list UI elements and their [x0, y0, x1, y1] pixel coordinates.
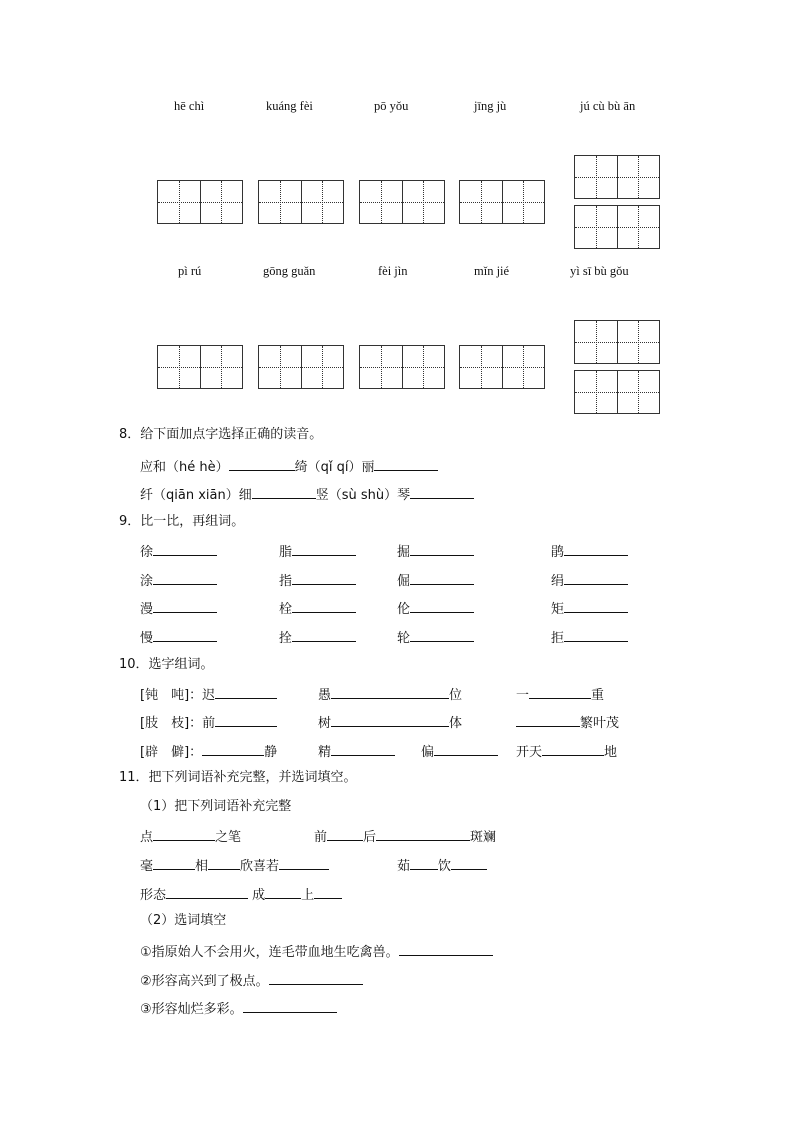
q9-item: 鹃	[551, 541, 628, 562]
answer-blank[interactable]	[410, 541, 474, 556]
answer-blank[interactable]	[269, 970, 363, 985]
q9-item: 绢	[551, 570, 628, 591]
q9-item: 漫	[140, 598, 217, 619]
pinyin-min-jie: mǐn jié	[474, 264, 510, 278]
q11-title: 11．把下列词语补充完整，并选词填空。	[119, 770, 357, 785]
q9-item: 指	[279, 570, 356, 591]
q11-subtitle-2: （2）选词填空	[140, 913, 227, 928]
answer-blank[interactable]	[314, 884, 342, 899]
answer-blank[interactable]	[202, 741, 264, 756]
q10-row-3-c: 偏	[421, 741, 498, 762]
q10-row-2: [肢 枝]：前	[140, 712, 277, 733]
answer-blank[interactable]	[292, 598, 356, 613]
q9-item: 轮	[397, 627, 474, 648]
q8-row-2	[140, 484, 474, 505]
pinyin-jing-ju: jīng jù	[474, 99, 507, 113]
pinyin-gong-guan: gōng guǎn	[263, 264, 316, 278]
answer-blank[interactable]	[410, 570, 474, 585]
q10-row-3-b: 精	[318, 741, 395, 762]
q9-item: 掘	[397, 541, 474, 562]
idiom-ru-yin: 茹 饮	[397, 855, 487, 876]
answer-blank[interactable]	[215, 684, 277, 699]
fill-item-2: ②形容高兴到了极点。	[140, 970, 363, 991]
pinyin-po-you: pō yǒu	[374, 99, 409, 113]
q9-item: 矩	[551, 598, 628, 619]
q10-row-1: [钝 吨]：迟	[140, 684, 277, 705]
answer-blank[interactable]	[516, 712, 580, 727]
fill-item-1: ①指原始人不会用火，连毛带血地生吃禽兽。	[140, 941, 493, 962]
answer-blank[interactable]	[166, 884, 248, 899]
writing-box[interactable]	[157, 180, 243, 224]
answer-blank[interactable]	[153, 541, 217, 556]
q8-item: 绮（qǐ qí）丽	[294, 460, 375, 475]
writing-box[interactable]	[459, 345, 545, 389]
answer-blank[interactable]	[376, 826, 470, 841]
answer-blank[interactable]	[434, 741, 498, 756]
writing-box[interactable]	[574, 205, 660, 249]
answer-blank[interactable]	[229, 456, 295, 471]
pinyin-ju-cu-bu-an: jú cù bù ān	[580, 99, 636, 113]
answer-blank[interactable]	[265, 884, 301, 899]
answer-blank[interactable]	[564, 541, 628, 556]
q10-row-1-b: 愚 位	[318, 684, 462, 705]
q9-title: 9．比一比，再组词。	[119, 514, 245, 529]
writing-box[interactable]	[459, 180, 545, 224]
writing-box[interactable]	[157, 345, 243, 389]
pinyin-fei-jin: fèi jìn	[378, 264, 408, 278]
answer-blank[interactable]	[243, 998, 337, 1013]
answer-blank[interactable]	[374, 456, 438, 471]
pinyin-yi-si-bu-gou: yì sī bù gǒu	[570, 264, 629, 278]
answer-blank[interactable]	[279, 855, 329, 870]
answer-blank[interactable]	[410, 598, 474, 613]
q9-item: 徐	[140, 541, 217, 562]
writing-box[interactable]	[359, 345, 445, 389]
writing-box[interactable]	[574, 370, 660, 414]
answer-blank[interactable]	[153, 627, 217, 642]
pinyin-he-chi: hē chì	[174, 99, 205, 113]
q9-item: 涂	[140, 570, 217, 591]
answer-blank[interactable]	[327, 826, 363, 841]
q8-item: 应和（hé hè）	[140, 460, 229, 475]
pinyin-kuang-fei: kuáng fèi	[266, 99, 313, 113]
q9-item: 伦	[397, 598, 474, 619]
writing-box[interactable]	[574, 320, 660, 364]
idiom-dian-jing: 点 之笔	[140, 826, 241, 847]
answer-blank[interactable]	[292, 627, 356, 642]
q9-item: 拴	[279, 627, 356, 648]
q9-item: 倔	[397, 570, 474, 591]
q10-row-2-b: 树 体	[318, 712, 462, 733]
answer-blank[interactable]	[292, 570, 356, 585]
answer-blank[interactable]	[564, 570, 628, 585]
q10-row-3: [辟 僻]： 静	[140, 741, 277, 762]
q11-subtitle-1: （1）把下列词语补充完整	[140, 799, 292, 814]
q10-row-3-d: 开天 地	[516, 741, 617, 762]
answer-blank[interactable]	[410, 484, 474, 499]
idiom-hao-xiang: 毫 相 欣喜若	[140, 855, 329, 876]
q8-row-1	[140, 456, 438, 477]
q8-item: 竖（sù shù）琴	[315, 488, 411, 503]
pinyin-pi-ru: pì rú	[178, 264, 202, 278]
q9-item: 脂	[279, 541, 356, 562]
answer-blank[interactable]	[451, 855, 487, 870]
writing-box[interactable]	[258, 345, 344, 389]
answer-blank[interactable]	[399, 941, 493, 956]
answer-blank[interactable]	[153, 598, 217, 613]
idiom-qian-hou: 前 后 斑斓	[314, 826, 496, 847]
answer-blank[interactable]	[208, 855, 240, 870]
idiom-xingtai: 形态 成 上	[140, 884, 342, 905]
answer-blank[interactable]	[153, 855, 195, 870]
q10-row-1-c: 一 重	[516, 684, 604, 705]
writing-box[interactable]	[258, 180, 344, 224]
answer-blank[interactable]	[153, 570, 217, 585]
q9-item: 栓	[279, 598, 356, 619]
answer-blank[interactable]	[252, 484, 316, 499]
answer-blank[interactable]	[564, 627, 628, 642]
q8-item: 纤（qiān xiān）细	[140, 488, 252, 503]
answer-blank[interactable]	[542, 741, 604, 756]
fill-item-3: ③形容灿烂多彩。	[140, 998, 337, 1019]
answer-blank[interactable]	[331, 712, 449, 727]
answer-blank[interactable]	[529, 684, 591, 699]
writing-box[interactable]	[359, 180, 445, 224]
q9-item: 拒	[551, 627, 628, 648]
answer-blank[interactable]	[410, 627, 474, 642]
q8-title: 8．给下面加点字选择正确的读音。	[119, 427, 323, 442]
answer-blank[interactable]	[153, 826, 215, 841]
answer-blank[interactable]	[331, 684, 449, 699]
q10-row-2-c: 繁叶茂	[516, 712, 619, 733]
writing-box[interactable]	[574, 155, 660, 199]
answer-blank[interactable]	[331, 741, 395, 756]
answer-blank[interactable]	[292, 541, 356, 556]
answer-blank[interactable]	[215, 712, 277, 727]
answer-blank[interactable]	[410, 855, 438, 870]
answer-blank[interactable]	[564, 598, 628, 613]
q10-title: 10．选字组词。	[119, 657, 214, 672]
q9-item: 慢	[140, 627, 217, 648]
